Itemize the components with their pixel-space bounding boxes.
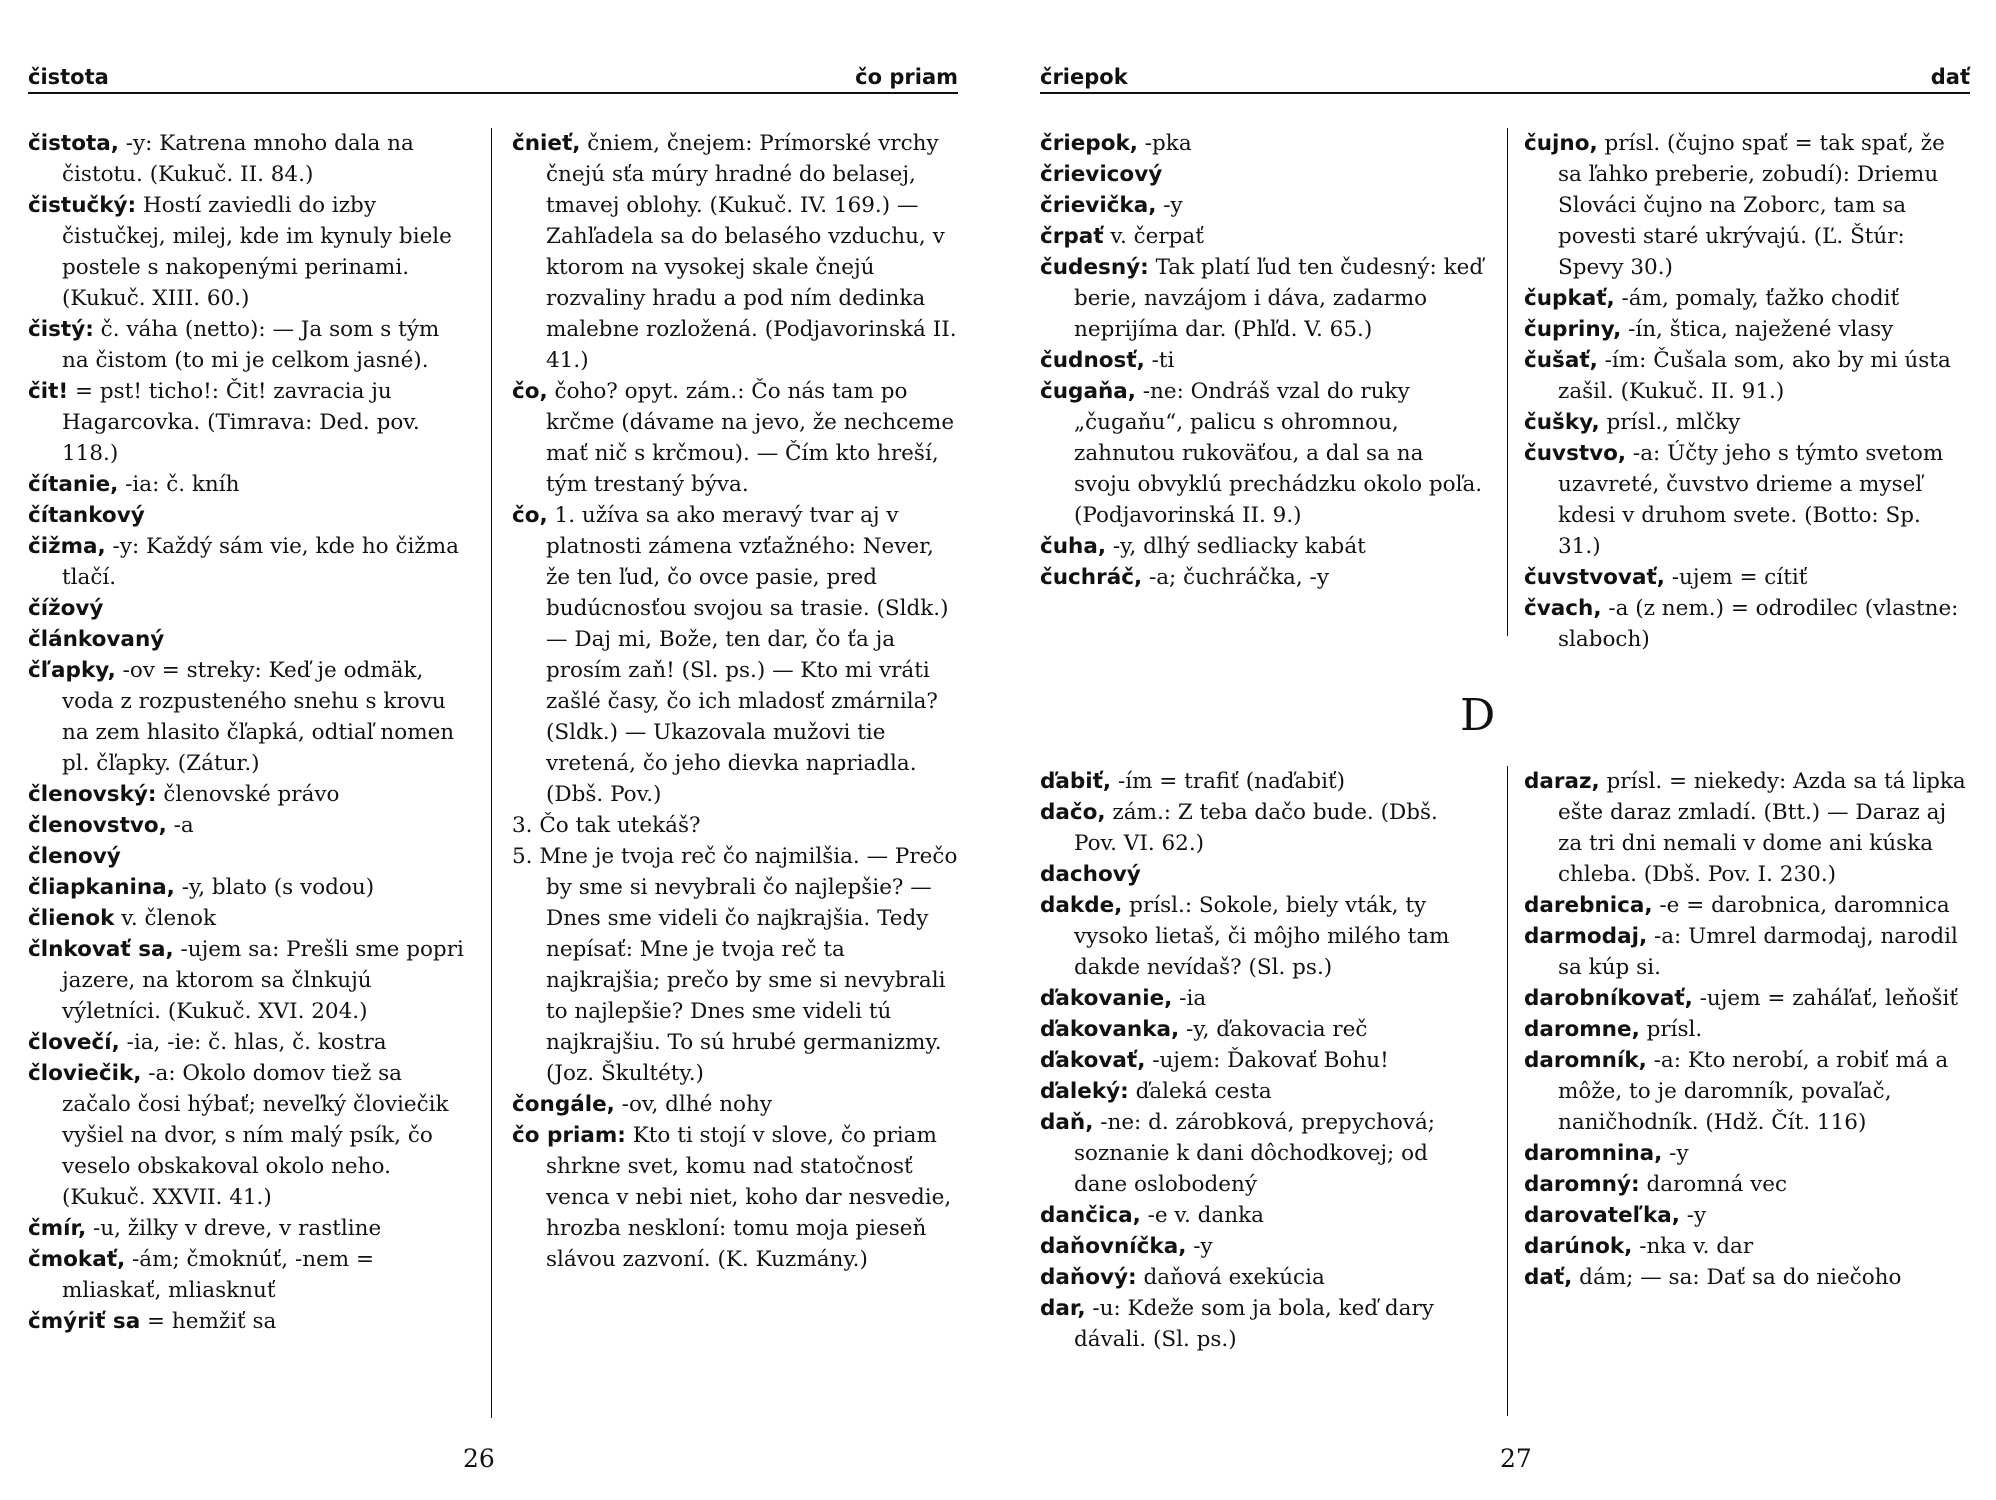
entry-definition: -y, blato (s vodou) xyxy=(174,875,375,900)
dictionary-entry xyxy=(1040,1231,1486,1262)
dictionary-column-3 xyxy=(1040,766,1486,1355)
dictionary-entry xyxy=(512,1089,958,1120)
entry-headword: ďakovať, xyxy=(1040,1048,1146,1073)
dictionary-entry xyxy=(512,841,958,1089)
dictionary-entry xyxy=(1524,1262,1970,1293)
entry-definition: -u, žilky v dreve, v rastline xyxy=(86,1216,382,1241)
entry-definition: -ím = trafiť (naďabiť) xyxy=(1111,769,1346,794)
entry-definition: -y xyxy=(1662,1141,1689,1166)
dictionary-column-1 xyxy=(28,128,468,1337)
dictionary-entry xyxy=(1524,438,1970,562)
entry-headword: daňovníčka, xyxy=(1040,1234,1187,1259)
entry-headword: darúnok, xyxy=(1524,1234,1633,1259)
dictionary-entry xyxy=(1040,1262,1486,1293)
dictionary-entry xyxy=(28,810,468,841)
entry-definition: -ím: Čušala som, ako by mi ústa zašil. (Kukuč. II. 91.) xyxy=(1558,348,1951,404)
entry-headword: čuha, xyxy=(1040,534,1107,559)
dictionary-entry xyxy=(1040,128,1486,159)
entry-headword: človiečik, xyxy=(28,1061,142,1086)
entry-headword: čo, xyxy=(512,379,548,404)
entry-headword: článkovaný xyxy=(28,627,165,652)
dictionary-entry xyxy=(1040,1076,1486,1107)
header-last-word: dať xyxy=(1930,65,1970,89)
dictionary-entry xyxy=(1524,890,1970,921)
entry-headword: čuchráč, xyxy=(1040,565,1143,590)
dictionary-entry xyxy=(1524,407,1970,438)
dictionary-column-1 xyxy=(1040,128,1486,593)
column-divider xyxy=(491,128,492,1418)
entry-headword: čmýriť sa xyxy=(28,1309,141,1334)
entry-definition: -ujem = zaháľať, leňošiť xyxy=(1692,986,1958,1011)
entry-definition: -y xyxy=(1156,193,1183,218)
entry-definition: zám.: Z teba dačo bude. (Dbš. Pov. VI. 62.) xyxy=(1074,800,1438,856)
entry-definition: č. váha (netto): — Ja som s tým na čistom (to mi je celkom jasné). xyxy=(62,317,440,373)
dictionary-entry xyxy=(1524,983,1970,1014)
entry-headword: čudesný: xyxy=(1040,255,1149,280)
dictionary-entry xyxy=(1040,859,1486,890)
entry-headword: čľapky, xyxy=(28,658,116,683)
entry-headword: čliapkanina, xyxy=(28,875,175,900)
entry-definition: = pst! ticho!: Čit! zavracia ju Hagarcovka. (Timrava: Ded. pov. 118.) xyxy=(62,379,420,466)
entry-definition: čniem, čnejem: Prímorské vrchy čnejú sťa múry hradné do belasej, tmavej oblohy. (Kukuč. IV. 169.) — Zahľadela sa do belasého vzduchu, v ktorom na vysokej skale čnejú rozvaliny hradu a pod ním dedinka malebne rozložená. (Podjavorinská II. 41.) xyxy=(546,131,957,373)
dictionary-entry xyxy=(1040,766,1486,797)
entry-definition: -ia xyxy=(1172,986,1207,1011)
entry-headword: darovateľka, xyxy=(1524,1203,1680,1228)
dictionary-entry xyxy=(28,624,468,655)
entry-definition: -a: Kto nerobí, a robiť má a môže, to je daromník, povaľač, naničhodník. (Hdž. Čít. 116) xyxy=(1558,1048,1949,1135)
dictionary-entry xyxy=(28,190,468,314)
entry-headword: členový xyxy=(28,844,121,869)
dictionary-entry xyxy=(1040,1200,1486,1231)
entry-headword: čmokať, xyxy=(28,1247,126,1272)
entry-headword: daromný: xyxy=(1524,1172,1640,1197)
entry-headword: daromne, xyxy=(1524,1017,1640,1042)
dictionary-entry xyxy=(28,934,468,1027)
entry-definition: -e = darobnica, daromnica xyxy=(1652,893,1950,918)
entry-headword: čupkať, xyxy=(1524,286,1615,311)
entry-headword: čnieť, xyxy=(512,131,581,156)
dictionary-entry xyxy=(28,1027,468,1058)
entry-headword: čudnosť, xyxy=(1040,348,1145,373)
entry-definition: -a (z nem.) = odrodilec (vlastne: slaboch) xyxy=(1558,596,1959,652)
entry-headword: črievicový xyxy=(1040,162,1163,187)
entry-definition: členovské právo xyxy=(156,782,340,807)
dictionary-entry xyxy=(1040,562,1486,593)
page-number: 26 xyxy=(463,1444,495,1473)
entry-definition: -ia: č. kníh xyxy=(118,472,240,497)
entry-definition: -y xyxy=(1186,1234,1213,1259)
dictionary-entry xyxy=(512,810,958,841)
dictionary-entry xyxy=(1040,1014,1486,1045)
entry-definition: -a: Okolo domov tiež sa začalo čosi hýbať; neveľký človiečik vyšiel na dvor, s ním malý psík, čo veselo obskakoval okolo neho. (Kukuč. XXVII. 41.) xyxy=(62,1061,449,1210)
dictionary-entry xyxy=(1524,1231,1970,1262)
entry-definition: -a; čuchráčka, -y xyxy=(1142,565,1329,590)
entry-definition: dám; — sa: Dať sa do niečoho xyxy=(1572,1265,1902,1290)
dictionary-entry xyxy=(28,903,468,934)
entry-headword: čušky, xyxy=(1524,410,1600,435)
dictionary-entry xyxy=(28,872,468,903)
dictionary-entry xyxy=(28,1213,468,1244)
entry-definition: Hostí zaviedli do izby čistučkej, milej, kde im kynuly biele postele s nakopenými perinami. (Kukuč. XIII. 60.) xyxy=(62,193,452,311)
entry-definition: 3. Čo tak utekáš? xyxy=(512,813,701,838)
dictionary-entry xyxy=(1040,376,1486,531)
entry-headword: dar, xyxy=(1040,1296,1086,1321)
entry-headword: člienok xyxy=(28,906,115,931)
dictionary-entry xyxy=(1040,1293,1486,1355)
entry-headword: čugaňa, xyxy=(1040,379,1136,404)
dictionary-entry xyxy=(28,376,468,469)
entry-definition: -pka xyxy=(1137,131,1192,156)
entry-headword: čítanie, xyxy=(28,472,119,497)
entry-definition: -a: Umrel darmodaj, narodil sa kúp si. xyxy=(1558,924,1958,980)
entry-definition: -y xyxy=(1679,1203,1707,1228)
entry-definition: prísl.: Sokole, biely vták, ty vysoko lietaš, či môjho milého tam dakde nevídaš? (Sl. ps.) xyxy=(1074,893,1450,980)
running-header xyxy=(28,62,958,94)
dictionary-entry xyxy=(1524,1200,1970,1231)
dictionary-entry xyxy=(512,1120,958,1275)
header-first-word: čriepok xyxy=(1040,65,1128,89)
entry-definition: -ín, štica, naježené vlasy xyxy=(1621,317,1894,342)
entry-definition: -ujem = cítiť xyxy=(1664,565,1808,590)
entry-headword: čistučký: xyxy=(28,193,137,218)
dictionary-entry xyxy=(28,469,468,500)
entry-definition: Kto ti stojí v slove, čo priam shrkne svet, komu nad statočnosť venca v nebi niet, koho dar nesvedie, hrozba neskloní: tomu moja pieseň slávou zazvoní. (K. Kuzmány.) xyxy=(546,1123,952,1272)
entry-definition: -ne: d. zárobková, prepychová; soznanie k dani dôchodkovej; od dane oslobodený xyxy=(1074,1110,1436,1197)
entry-definition: -ov, dlhé nohy xyxy=(614,1092,772,1117)
entry-definition: Tak platí ľud ten čudesný: keď berie, navzájom i dáva, zadarmo neprijíma dar. (Phľd. V. 65.) xyxy=(1074,255,1484,342)
entry-headword: čvach, xyxy=(1524,596,1602,621)
entry-headword: čižma, xyxy=(28,534,106,559)
dictionary-entry xyxy=(1040,252,1486,345)
dictionary-entry xyxy=(1524,345,1970,407)
entry-headword: čupriny, xyxy=(1524,317,1622,342)
dictionary-entry xyxy=(1040,221,1486,252)
entry-headword: daraz, xyxy=(1524,769,1600,794)
entry-headword: členovský: xyxy=(28,782,157,807)
dictionary-entry xyxy=(1040,983,1486,1014)
entry-headword: čuvstvo, xyxy=(1524,441,1627,466)
dictionary-entry xyxy=(28,1244,468,1306)
entry-headword: dachový xyxy=(1040,862,1141,887)
entry-headword: ďaleký: xyxy=(1040,1079,1129,1104)
dictionary-column-2 xyxy=(1524,128,1970,655)
entry-headword: ďakovanka, xyxy=(1040,1017,1180,1042)
entry-definition: = hemžiť sa xyxy=(140,1309,277,1334)
entry-headword: dančica, xyxy=(1040,1203,1141,1228)
dictionary-entry xyxy=(512,128,958,376)
entry-headword: čongále, xyxy=(512,1092,615,1117)
entry-headword: čit! xyxy=(28,379,69,404)
entry-headword: čušať, xyxy=(1524,348,1598,373)
entry-headword: človečí, xyxy=(28,1030,120,1055)
dictionary-entry xyxy=(1040,1107,1486,1200)
entry-headword: dať, xyxy=(1524,1265,1573,1290)
entry-definition: -ujem sa: Prešli sme popri jazere, na ktorom sa člnkujú výletníci. (Kukuč. XVI. 204.) xyxy=(62,937,464,1024)
entry-definition: -a: Účty jeho s týmto svetom uzavreté, čuvstvo drieme a myseľ kdesi v druhom svete. (Botto: Sp. 31.) xyxy=(1558,441,1944,559)
dictionary-entry xyxy=(1524,314,1970,345)
entry-headword: čistý: xyxy=(28,317,94,342)
entry-headword: daromnina, xyxy=(1524,1141,1663,1166)
entry-definition: -nka v. dar xyxy=(1632,1234,1754,1259)
column-divider-lower xyxy=(1507,766,1508,1416)
entry-headword: črievička, xyxy=(1040,193,1157,218)
entry-definition: -ti xyxy=(1144,348,1175,373)
dictionary-entry xyxy=(1524,766,1970,890)
entry-headword: členovstvo, xyxy=(28,813,167,838)
entry-headword: daň, xyxy=(1040,1110,1094,1135)
dictionary-entry xyxy=(1040,890,1486,983)
dictionary-entry xyxy=(1524,283,1970,314)
entry-definition: -ám; čmoknúť, -nem = mliaskať, mliasknuť xyxy=(62,1247,375,1303)
entry-headword: dakde, xyxy=(1040,893,1123,918)
entry-definition: -ne: Ondráš vzal do ruky „čugaňu“, palicu s ohromnou, zahnutou rukoväťou, a dal sa na svoju obvyklú prechádzku okolo poľa. (Podjavorinská II. 9.) xyxy=(1074,379,1483,528)
dictionary-entry xyxy=(1040,159,1486,190)
entry-headword: čujno, xyxy=(1524,131,1598,156)
entry-headword: darobníkovať, xyxy=(1524,986,1693,1011)
entry-definition: prísl. xyxy=(1639,1017,1703,1042)
dictionary-entry xyxy=(1524,921,1970,983)
entry-definition: -a xyxy=(166,813,194,838)
dictionary-column-2 xyxy=(512,128,958,1275)
entry-definition: -y, dlhý sedliacky kabát xyxy=(1106,534,1366,559)
entry-definition: daromná vec xyxy=(1639,1172,1788,1197)
entry-definition: -ov = streky: Keď je odmäk, voda z rozpusteného snehu s krovu na zem hlasito čľapká, odtiaľ nomen pl. čľapky. (Zátur.) xyxy=(62,658,455,776)
dictionary-entry xyxy=(28,779,468,810)
dictionary-entry xyxy=(28,128,468,190)
entry-headword: darebnica, xyxy=(1524,893,1653,918)
dictionary-entry xyxy=(1524,562,1970,593)
dictionary-entry xyxy=(28,841,468,872)
dictionary-entry xyxy=(28,593,468,624)
dictionary-entry xyxy=(28,500,468,531)
entry-definition: -e v. danka xyxy=(1140,1203,1264,1228)
entry-definition: -ujem: Ďakovať Bohu! xyxy=(1145,1048,1389,1073)
dictionary-entry xyxy=(1524,1045,1970,1138)
entry-definition: -u: Kdeže som ja bola, keď dary dávali. (Sl. ps.) xyxy=(1074,1296,1434,1352)
dictionary-entry xyxy=(1040,190,1486,221)
right-page xyxy=(998,0,1996,1500)
entry-headword: čo priam: xyxy=(512,1123,626,1148)
dictionary-entry xyxy=(1524,1169,1970,1200)
dictionary-entry xyxy=(1524,1014,1970,1045)
entry-definition: v. čerpať xyxy=(1103,224,1204,249)
entry-headword: čuvstvovať, xyxy=(1524,565,1665,590)
entry-headword: čítankový xyxy=(28,503,145,528)
dictionary-entry xyxy=(512,376,958,500)
entry-headword: ďakovanie, xyxy=(1040,986,1173,1011)
entry-definition: -y, ďakovacia reč xyxy=(1179,1017,1368,1042)
dictionary-entry xyxy=(1040,345,1486,376)
entry-definition: ďaleká cesta xyxy=(1128,1079,1272,1104)
entry-definition: prísl. (čujno spať = tak spať, že sa ľahko preberie, zobudí): Driemu Slováci čujno na Zoborc, tam sa povesti staré ukrývajú. (Ľ. Štúr: Spevy 30.) xyxy=(1558,131,1945,280)
entry-definition: čoho? opyt. zám.: Čo nás tam po krčme (dávame na jevo, že nechceme mať nič s krčmou). — Čím kto hreší, tým trestaný býva. xyxy=(546,379,955,497)
entry-headword: čriepok, xyxy=(1040,131,1138,156)
entry-definition: daňová exekúcia xyxy=(1136,1265,1325,1290)
dictionary-entry xyxy=(1040,1045,1486,1076)
dictionary-entry xyxy=(28,655,468,779)
entry-definition: -y: Každý sám vie, kde ho čižma tlačí. xyxy=(62,534,459,590)
entry-headword: člnkovať sa, xyxy=(28,937,174,962)
dictionary-entry xyxy=(1524,1138,1970,1169)
entry-definition: 5. Mne je tvoja reč čo najmilšia. — Prečo by sme si nevybrali čo najlepšie? — Dnes sme videli čo najkrajšia. Tedy nepísať: Mne je tvoja reč ta najkrajšia; prečo by sme si nevybrali to najlepšie? Dnes sme videli tú najkrajšiu. To sú hrubé germanizmy. (Joz. Škultéty.) xyxy=(512,844,958,1086)
dictionary-entry xyxy=(28,314,468,376)
entry-headword: daňový: xyxy=(1040,1265,1137,1290)
entry-definition: prísl. = niekedy: Azda sa tá lipka ešte daraz zmladí. (Btt.) — Daraz aj za tri dni nemali v dome ani kúska chleba. (Dbš. Pov. I. 230.) xyxy=(1558,769,1966,887)
entry-headword: darmodaj, xyxy=(1524,924,1648,949)
header-first-word: čistota xyxy=(28,65,109,89)
entry-definition: v. členok xyxy=(114,906,217,931)
dictionary-entry xyxy=(28,1306,468,1337)
dictionary-column-4 xyxy=(1524,766,1970,1293)
dictionary-entry xyxy=(1040,797,1486,859)
entry-headword: ďabiť, xyxy=(1040,769,1112,794)
entry-headword: dačo, xyxy=(1040,800,1106,825)
section-letter: D xyxy=(1460,690,1496,741)
column-divider-upper xyxy=(1507,128,1508,636)
entry-definition: -ia, -ie: č. hlas, č. kostra xyxy=(119,1030,387,1055)
dictionary-entry xyxy=(1524,128,1970,283)
entry-headword: čo, xyxy=(512,503,548,528)
running-header xyxy=(1040,62,1970,94)
entry-headword: daromník, xyxy=(1524,1048,1647,1073)
page-number: 27 xyxy=(1500,1444,1532,1473)
dictionary-entry xyxy=(512,500,958,810)
entry-definition: 1. užíva sa ako meravý tvar aj v platnosti zámena vzťažného: Never, že ten ľud, čo ovce pasie, pred budúcnosťou svojou sa trasie. (Sldk.) — Daj mi, Bože, ten dar, čo ťa ja prosím zaň! (Sl. ps.) — Kto mi vráti zašlé časy, čo ich mladosť zmárnila? (Sldk.) — Ukazovala mužovi tie vretená, čo jeho dievka napriadla. (Dbš. Pov.) xyxy=(546,503,949,807)
dictionary-entry xyxy=(1524,593,1970,655)
dictionary-entry xyxy=(28,531,468,593)
entry-definition: -y: Katrena mnoho dala na čistotu. (Kukuč. II. 84.) xyxy=(62,131,414,187)
entry-definition: -ám, pomaly, ťažko chodiť xyxy=(1614,286,1900,311)
entry-headword: čmír, xyxy=(28,1216,87,1241)
dictionary-entry xyxy=(1040,531,1486,562)
entry-headword: čížový xyxy=(28,596,104,621)
entry-definition: prísl., mlčky xyxy=(1599,410,1741,435)
dictionary-entry xyxy=(28,1058,468,1213)
entry-headword: čistota, xyxy=(28,131,119,156)
entry-headword: črpať xyxy=(1040,224,1104,249)
header-last-word: čo priam xyxy=(855,65,958,89)
